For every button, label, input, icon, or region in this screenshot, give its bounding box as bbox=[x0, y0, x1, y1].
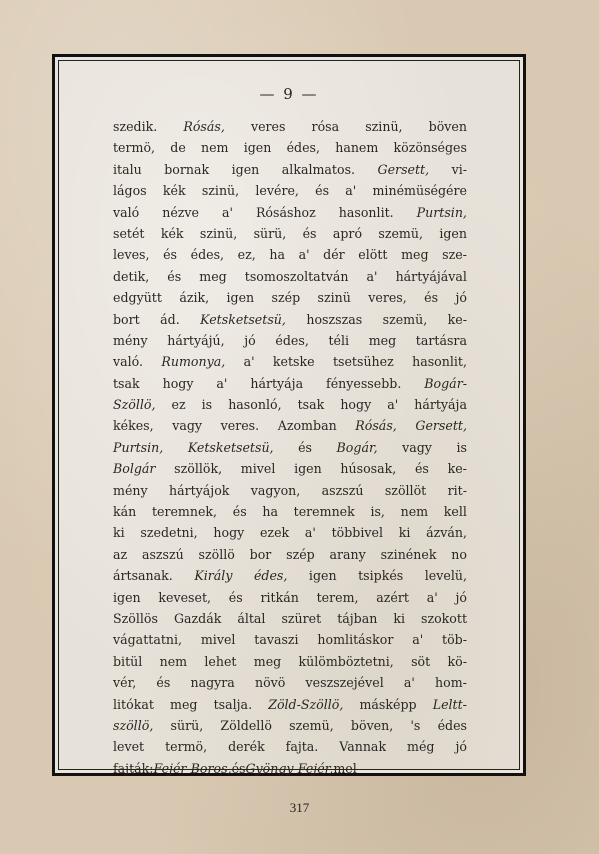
word: tsalja. bbox=[213, 696, 253, 712]
word: bor bbox=[249, 546, 272, 562]
word: tartásra bbox=[415, 332, 467, 348]
word: nem bbox=[400, 504, 429, 520]
text-line bbox=[113, 373, 467, 394]
word: tsetsühez bbox=[332, 354, 394, 370]
word: Szöllö, bbox=[113, 397, 156, 413]
word: ezek bbox=[259, 525, 290, 541]
word: az bbox=[113, 546, 128, 562]
word: a' bbox=[304, 525, 316, 541]
word: vágattatni, bbox=[113, 632, 183, 648]
word: detik, bbox=[113, 268, 150, 284]
text-line bbox=[113, 565, 467, 586]
text-line bbox=[113, 651, 467, 672]
word: nem bbox=[159, 653, 188, 669]
word: Rósás, bbox=[183, 119, 225, 134]
word: fajták: bbox=[113, 760, 154, 776]
word: hanem bbox=[335, 140, 379, 156]
word: ez, bbox=[237, 247, 256, 263]
word: Rósás, bbox=[355, 418, 397, 434]
word: vagyon, bbox=[250, 482, 301, 498]
word: veres, bbox=[368, 290, 407, 306]
word: rit- bbox=[447, 482, 467, 498]
word: leves, bbox=[113, 247, 150, 263]
word: kék bbox=[162, 183, 186, 199]
word: a' bbox=[387, 397, 399, 413]
word: is bbox=[201, 397, 213, 413]
word: sürü, bbox=[170, 717, 204, 733]
word: Purtsin, bbox=[113, 439, 164, 455]
word: kékes, bbox=[113, 418, 154, 434]
text-line bbox=[113, 394, 467, 415]
word: többivel bbox=[331, 525, 383, 541]
word: ázván, bbox=[426, 525, 467, 541]
word: böven bbox=[428, 119, 467, 134]
text-line bbox=[113, 202, 467, 223]
word: veszszejével bbox=[305, 675, 384, 691]
word: mivel bbox=[200, 632, 236, 648]
word: keveset, bbox=[158, 589, 212, 605]
text-line bbox=[113, 116, 467, 137]
word: sürü, bbox=[253, 225, 287, 241]
word: szinü bbox=[317, 290, 351, 306]
word: veres bbox=[250, 119, 286, 134]
word: tsomoszoltatván bbox=[244, 268, 349, 284]
word: szinü, bbox=[201, 183, 240, 199]
word: ha bbox=[269, 247, 285, 263]
text-line bbox=[113, 266, 467, 287]
word: és bbox=[163, 247, 178, 263]
word: szüret bbox=[281, 610, 322, 626]
word: is, bbox=[370, 504, 385, 520]
text-line bbox=[113, 309, 467, 330]
word: Bolgár bbox=[113, 461, 156, 477]
text-line bbox=[113, 351, 467, 372]
word: igen bbox=[226, 290, 255, 306]
word: ki bbox=[113, 525, 125, 541]
word: kán bbox=[113, 504, 137, 520]
word: termö, bbox=[165, 739, 208, 755]
word: terem, bbox=[316, 589, 359, 605]
word: tsak bbox=[113, 375, 140, 391]
text-line bbox=[113, 458, 467, 479]
word: lágos bbox=[113, 183, 147, 199]
word: Bogár, bbox=[336, 439, 378, 455]
word: téli bbox=[328, 332, 350, 348]
word: Gazdák bbox=[173, 610, 222, 626]
text-line bbox=[113, 629, 467, 650]
word: Zöld-Szöllö, bbox=[268, 696, 344, 712]
word: még bbox=[407, 739, 435, 755]
word: szemü, bbox=[378, 225, 423, 241]
word: hasonlit. bbox=[338, 204, 394, 220]
word: levére, bbox=[255, 183, 299, 199]
word: való. bbox=[113, 354, 144, 370]
text-line bbox=[113, 608, 467, 629]
scanned-page bbox=[58, 60, 520, 776]
word: szöllöt bbox=[384, 482, 427, 498]
text-line bbox=[113, 694, 467, 715]
word: Rumonya, bbox=[161, 354, 226, 370]
word: igen bbox=[231, 161, 260, 177]
word: kell bbox=[443, 504, 467, 520]
word: Vannak bbox=[339, 739, 387, 755]
text-line bbox=[113, 180, 467, 201]
word: tájban bbox=[337, 610, 378, 626]
word: derék bbox=[228, 739, 265, 755]
text-line bbox=[113, 415, 467, 436]
word: Bogár- bbox=[424, 375, 467, 391]
word: szemü, bbox=[289, 717, 334, 733]
word: hasonlit, bbox=[412, 354, 467, 370]
text-line bbox=[113, 330, 467, 351]
word: ártsanak. bbox=[113, 568, 173, 584]
word: és bbox=[302, 225, 317, 241]
word: igen bbox=[308, 568, 337, 584]
word: termö, bbox=[113, 140, 156, 156]
word: levet bbox=[113, 739, 145, 755]
word: való bbox=[113, 204, 140, 220]
word: tavaszi bbox=[254, 632, 299, 648]
word: és bbox=[228, 589, 243, 605]
word: Rósáshoz bbox=[255, 204, 316, 220]
word: Gersett, bbox=[415, 418, 467, 434]
text-line bbox=[113, 137, 467, 158]
word: édes, bbox=[275, 332, 309, 348]
word: Gyöngy-Fejér, bbox=[245, 760, 334, 776]
text-line bbox=[113, 522, 467, 543]
word: hasonló, bbox=[228, 397, 282, 413]
word: meg bbox=[199, 268, 227, 284]
word: Ketsketsetsü, bbox=[187, 439, 274, 455]
word: böven, bbox=[350, 717, 394, 733]
word: nézve bbox=[162, 204, 199, 220]
word: levelü, bbox=[424, 568, 467, 584]
word: hogy bbox=[162, 375, 194, 391]
word: no bbox=[451, 546, 467, 562]
word: mivel bbox=[240, 461, 276, 477]
word: szép bbox=[286, 546, 315, 562]
word: Azomban bbox=[277, 418, 337, 434]
word: apró bbox=[332, 225, 363, 241]
word: igen bbox=[243, 140, 272, 156]
word: jó bbox=[455, 739, 467, 755]
body-text bbox=[113, 116, 467, 779]
word: fényessebb. bbox=[326, 375, 402, 391]
word: édes, bbox=[253, 568, 288, 584]
word: meg bbox=[368, 332, 397, 348]
text-line bbox=[113, 480, 467, 501]
text-line bbox=[113, 544, 467, 565]
footer-page-number: 317 bbox=[289, 800, 310, 815]
word: setét bbox=[113, 225, 145, 241]
word: a' bbox=[221, 204, 233, 220]
word: mel- bbox=[333, 760, 361, 776]
word: fajta. bbox=[285, 739, 319, 755]
word: vi- bbox=[451, 161, 467, 177]
text-line bbox=[113, 736, 467, 757]
word: ke- bbox=[447, 311, 467, 327]
word: meg bbox=[401, 247, 429, 263]
word: igen bbox=[439, 225, 467, 241]
word: és bbox=[315, 183, 330, 199]
word: mény bbox=[113, 332, 148, 348]
text-line bbox=[113, 159, 467, 180]
word: ki bbox=[398, 525, 411, 541]
word: és bbox=[298, 439, 313, 455]
word: elött bbox=[358, 247, 388, 263]
text-line bbox=[113, 672, 467, 693]
word: jó bbox=[244, 332, 256, 348]
text-line bbox=[113, 758, 467, 779]
word: külömböztetni, bbox=[298, 653, 394, 669]
word: hártyájok bbox=[168, 482, 230, 498]
word: de bbox=[170, 140, 186, 156]
word: és bbox=[231, 760, 246, 776]
word: homlitáskor bbox=[317, 632, 394, 648]
text-line bbox=[113, 223, 467, 244]
word: másképp bbox=[359, 696, 417, 712]
text-line bbox=[113, 715, 467, 736]
word: Purtsin, bbox=[416, 204, 467, 220]
word: hártyájú, bbox=[167, 332, 225, 348]
word: aszszú bbox=[321, 482, 364, 498]
word: is bbox=[456, 439, 467, 455]
word: Király bbox=[194, 568, 233, 584]
word: 's bbox=[410, 717, 421, 733]
word: és bbox=[232, 504, 247, 520]
word: nem bbox=[200, 140, 229, 156]
word: és bbox=[414, 461, 429, 477]
word: jó bbox=[455, 290, 467, 306]
word: igen bbox=[294, 461, 322, 477]
word: a' bbox=[216, 375, 228, 391]
word: szokott bbox=[420, 610, 467, 626]
word: szöllök, bbox=[174, 461, 223, 477]
word: ázik, bbox=[179, 290, 210, 306]
word: a' bbox=[243, 354, 255, 370]
word: Zöldellö bbox=[220, 717, 272, 733]
word: lehet bbox=[204, 653, 237, 669]
word: a' bbox=[412, 632, 424, 648]
word: bitül bbox=[113, 653, 143, 669]
word: edgyütt bbox=[113, 290, 162, 306]
word: a' bbox=[426, 589, 438, 605]
word: aszszú bbox=[141, 546, 184, 562]
word: arany bbox=[329, 546, 366, 562]
text-line bbox=[113, 287, 467, 308]
word: vér, bbox=[113, 675, 137, 691]
word: és bbox=[167, 268, 182, 284]
word: szemü, bbox=[382, 311, 428, 327]
word: ád. bbox=[160, 311, 180, 327]
word: és bbox=[156, 675, 171, 691]
word: hogy bbox=[340, 397, 372, 413]
word: töb- bbox=[442, 632, 467, 648]
word: Gersett, bbox=[377, 161, 430, 177]
word: kék bbox=[160, 225, 184, 241]
word: szinének bbox=[380, 546, 437, 562]
word: azért bbox=[376, 589, 409, 605]
word: szedetni, bbox=[140, 525, 198, 541]
word: édes bbox=[437, 717, 467, 733]
word: vagy bbox=[172, 418, 203, 434]
word: ke- bbox=[447, 461, 467, 477]
word: húsosak, bbox=[340, 461, 397, 477]
word: ez bbox=[171, 397, 186, 413]
word: meg bbox=[170, 696, 198, 712]
word: szöllö, bbox=[113, 717, 154, 733]
word: hoszszas bbox=[306, 311, 363, 327]
word: és bbox=[424, 290, 439, 306]
word: vagy bbox=[402, 439, 432, 455]
word: söt bbox=[411, 653, 431, 669]
text-line bbox=[113, 437, 467, 458]
word: növö bbox=[254, 675, 286, 691]
word: italu bbox=[113, 161, 142, 177]
word: hártyájával bbox=[395, 268, 467, 284]
word: sze- bbox=[442, 247, 467, 263]
word: szinü, bbox=[365, 119, 403, 134]
text-line bbox=[113, 587, 467, 608]
word: tsak bbox=[297, 397, 325, 413]
word: édes, bbox=[286, 140, 320, 156]
word: által bbox=[237, 610, 266, 626]
word: ha bbox=[262, 504, 278, 520]
word: ki bbox=[393, 610, 405, 626]
word: Szöllös bbox=[113, 610, 158, 626]
word: tsipkés bbox=[358, 568, 404, 584]
word: rósa bbox=[311, 119, 340, 134]
text-line bbox=[113, 244, 467, 265]
word: szedik. bbox=[113, 119, 158, 134]
word: teremnek bbox=[293, 504, 355, 520]
word: nagyra bbox=[190, 675, 235, 691]
word: teremnek, bbox=[151, 504, 218, 520]
page-header-number: — 9 — bbox=[259, 85, 319, 103]
word: meg bbox=[253, 653, 282, 669]
word: bornak bbox=[164, 161, 210, 177]
word: a' bbox=[345, 183, 357, 199]
word: alkalmatos. bbox=[281, 161, 356, 177]
word: hogy bbox=[213, 525, 245, 541]
word: Leltt- bbox=[432, 696, 467, 712]
word: közönséges bbox=[393, 140, 467, 156]
text-line bbox=[113, 501, 467, 522]
word: litókat bbox=[113, 696, 154, 712]
word: szöllö bbox=[198, 546, 235, 562]
word: veres. bbox=[220, 418, 260, 434]
page-frame bbox=[52, 54, 526, 776]
word: kö- bbox=[447, 653, 467, 669]
word: jó bbox=[455, 589, 467, 605]
word: a' bbox=[298, 247, 310, 263]
word: Ketsketsetsü, bbox=[200, 311, 286, 327]
word: minémüségére bbox=[372, 183, 467, 199]
word: Fejér-Boros, bbox=[153, 760, 232, 776]
word: szép bbox=[271, 290, 301, 306]
word: hártyája bbox=[250, 375, 304, 391]
word: a' bbox=[403, 675, 415, 691]
word: ketske bbox=[272, 354, 315, 370]
word: igen bbox=[113, 589, 141, 605]
word: hom- bbox=[435, 675, 467, 691]
word: édes, bbox=[190, 247, 225, 263]
word: hártyája bbox=[414, 397, 467, 413]
word: dér bbox=[323, 247, 345, 263]
word: szinü, bbox=[199, 225, 238, 241]
word: a' bbox=[366, 268, 378, 284]
word: ritkán bbox=[260, 589, 299, 605]
word: bort bbox=[113, 311, 140, 327]
word: mény bbox=[113, 482, 148, 498]
